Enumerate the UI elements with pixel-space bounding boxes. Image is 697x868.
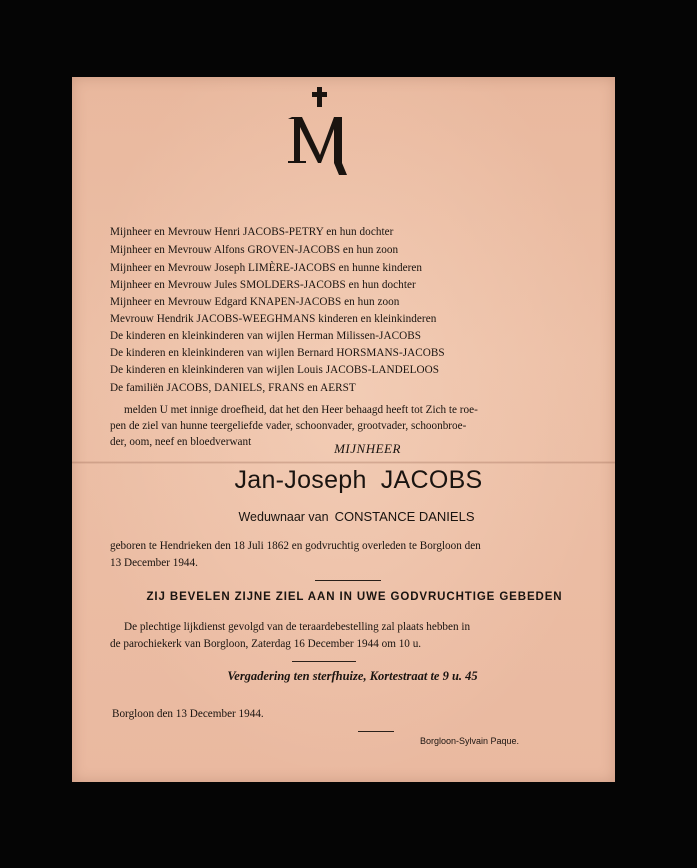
family-line: De familiën JACOBS, DANIELS, FRANS en AERST [110,382,356,394]
family-line: De kinderen en kleinkinderen van wijlen Bernard HORSMANS-JACOBS [110,347,445,359]
family-line: Mijnheer en Mevrouw Alfons GROVEN-JACOBS en hun zoon [110,244,399,256]
deceased-first-name: Jan-Joseph [234,466,367,494]
widower-prefix: Weduwnaar van [238,510,329,524]
birth-death-line: geboren te Hendrieken den 18 Juli 1862 en godvruchtig overleden te Borgloon den [110,540,481,552]
announcement-line: der, oom, neef en bloedverwant [110,436,252,448]
widower-line [72,509,615,524]
service-line: de parochiekerk van Borgloon, Zaterdag 16 December 1944 om 10 u. [110,638,422,650]
deceased-title: MIJNHEER [334,441,401,456]
family-line: Mijnheer en Mevrouw Edgard KNAPEN-JACOBS en hun zoon [110,296,400,308]
fold-crease [72,461,615,464]
birth-death-line: 13 December 1944. [110,557,198,569]
family-line: Mevrouw Hendrik JACOBS-WEEGHMANS kinderen en kleinkinderen [110,313,437,325]
family-line: Mijnheer en Mevrouw Joseph LIMÈRE-JACOBS en hunne kinderen [110,262,423,274]
family-line: De kinderen en kleinkinderen van wijlen Herman Milissen-JACOBS [110,330,422,342]
family-line: Mijnheer en Mevrouw Jules SMOLDERS-JACOBS en hun dochter [110,279,416,291]
announcement-line: melden U met innige droefheid, dat het den Heer behaagd heeft tot Zich te roe- [124,404,478,416]
divider [358,731,394,732]
divider [315,580,381,581]
marian-monogram-icon [287,85,352,180]
spouse-name: CONSTANCE DANIELS [334,509,475,524]
meeting-notice: Vergadering ten sterfhuize, Kortestraat te 9 u. 45 [227,669,478,683]
deceased-name [72,466,615,495]
place-date: Borgloon den 13 December 1944. [112,708,264,720]
service-line: De plechtige lijkdienst gevolgd van de teraardebestelling zal plaats hebben in [124,621,471,633]
family-line: De kinderen en kleinkinderen van wijlen Louis JACOBS-LANDELOOS [110,364,440,376]
family-line: Mijnheer en Mevrouw Henri JACOBS-PETRY en hun dochter [110,226,394,238]
prayer-request: ZIJ BEVELEN ZIJNE ZIEL AAN IN UWE GODVRUCHTIGE GEBEDEN [146,591,563,603]
printer-credit: Borgloon-Sylvain Paque. [420,736,520,746]
deceased-last-name: JACOBS [380,466,483,494]
announcement-line: pen de ziel van hunne teergeliefde vader, schoonvader, grootvader, schoonbroe- [110,420,467,432]
divider [292,661,356,662]
mourning-card [72,77,615,782]
